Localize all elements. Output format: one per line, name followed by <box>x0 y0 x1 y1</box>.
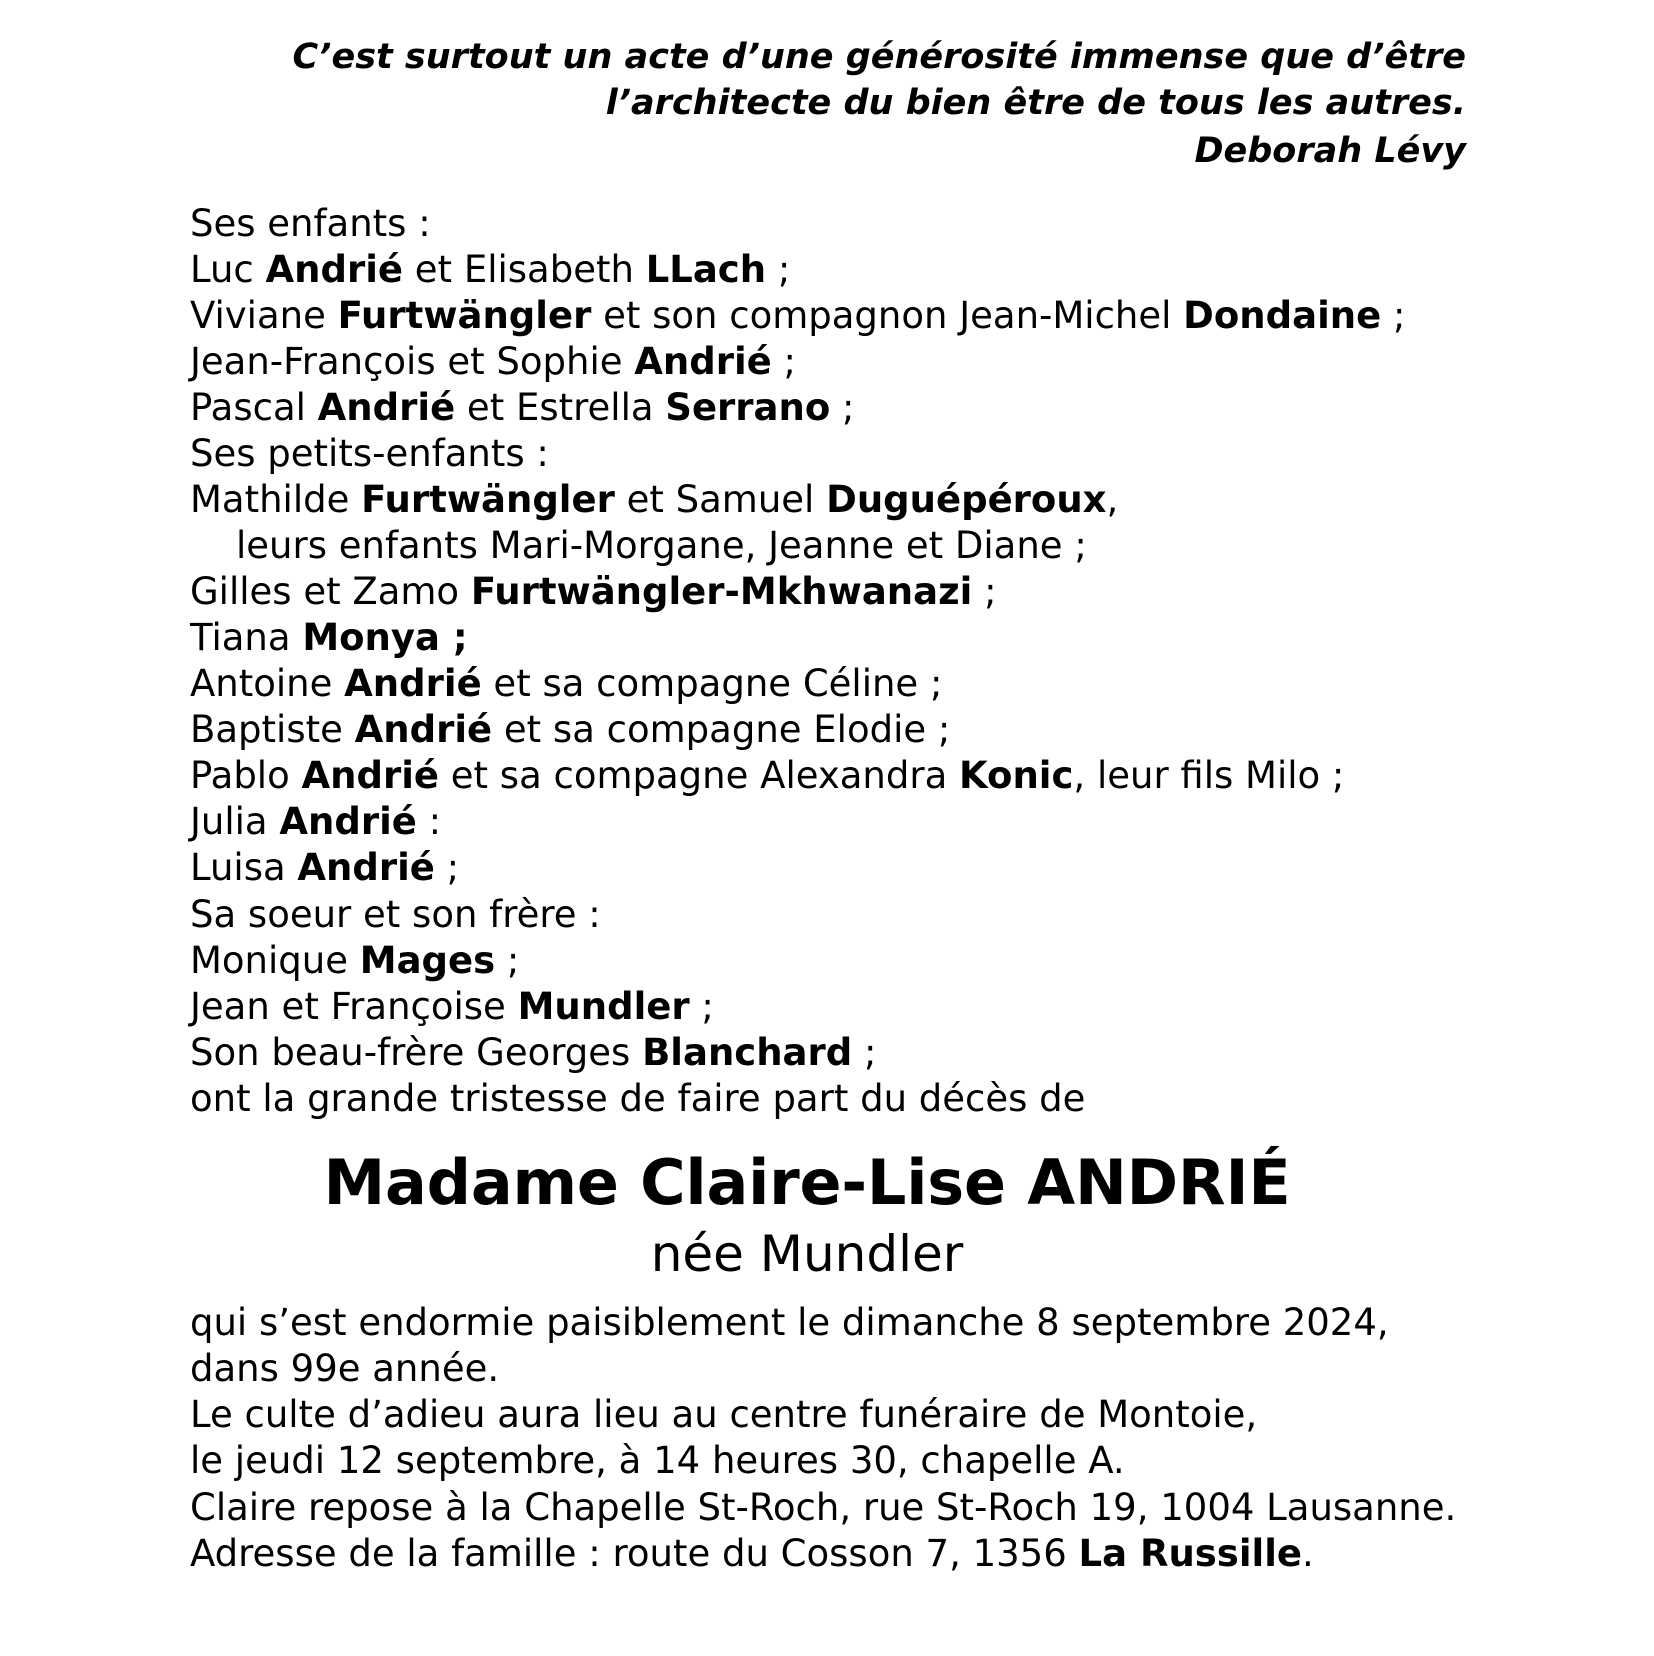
surname-text: Andrié <box>634 339 772 383</box>
deceased-name: Madame Claire-Lise ANDRIÉ <box>323 1145 1291 1219</box>
line-text: et Elisabeth <box>403 247 646 291</box>
line-text: ; <box>771 339 797 383</box>
line-text: Luc <box>190 247 266 291</box>
service-details <box>60 1300 1594 1576</box>
surname-text: Blanchard <box>642 1030 853 1074</box>
family-line <box>190 707 1594 753</box>
family-line <box>190 339 1594 385</box>
family-list <box>60 201 1594 1122</box>
family-line <box>190 615 1594 661</box>
line-text: ; <box>766 247 791 291</box>
surname-text: Andrié <box>344 662 482 706</box>
family-line <box>190 753 1594 799</box>
family-line <box>190 201 1594 247</box>
line-text: Sa soeur et son frère : <box>190 892 601 936</box>
detail-line <box>190 1300 1594 1346</box>
family-line <box>190 431 1594 477</box>
surname-text: La Russille <box>1078 1531 1302 1575</box>
family-line <box>190 892 1594 938</box>
line-text: Pascal <box>190 385 318 429</box>
family-line <box>190 569 1594 615</box>
line-text: ; <box>852 1030 877 1074</box>
detail-line <box>190 1531 1594 1577</box>
surname-text: Andrié <box>279 800 417 844</box>
line-text: Tiana <box>190 616 303 660</box>
line-text: Claire repose à la Chapelle St-Roch, rue St-Roch 19, 1004 Lausanne. <box>190 1485 1457 1529</box>
line-text: qui s’est endormie paisiblement le dimanche 8 septembre 2024, <box>190 1301 1389 1345</box>
detail-line <box>190 1485 1594 1531</box>
family-line <box>190 984 1594 1030</box>
line-text: Jean-François et Sophie <box>190 339 635 383</box>
surname-text: Dondaine <box>1183 293 1382 337</box>
line-text: , <box>1106 477 1119 521</box>
line-text: . <box>1301 1531 1314 1575</box>
line-text: Gilles et Zamo <box>190 570 471 614</box>
line-text: Adresse de la famille : route du Cosson 7, 1356 <box>190 1531 1079 1575</box>
line-text: Julia <box>190 800 280 844</box>
family-line <box>190 661 1594 707</box>
epigraph-quote: C’est surtout un acte d’une générosité immense que d’être l’architecte du bien être de tous les autres. <box>292 37 1466 124</box>
family-line <box>190 1030 1594 1076</box>
surname-text: Andrié <box>301 754 439 798</box>
line-text: Pablo <box>190 754 302 798</box>
family-line <box>190 938 1594 984</box>
line-text: Baptiste <box>190 708 355 752</box>
surname-text: Serrano <box>665 385 831 429</box>
line-text: et Estrella <box>455 385 666 429</box>
detail-line <box>190 1392 1594 1438</box>
line-text: Jean et Françoise <box>190 984 518 1028</box>
family-line <box>190 523 1594 569</box>
line-text: Monique <box>190 938 360 982</box>
surname-text: Andrié <box>317 385 456 429</box>
detail-line <box>190 1346 1594 1392</box>
surname-text: Mundler <box>517 984 690 1028</box>
family-line <box>190 247 1594 293</box>
surname-text: Furtwängler <box>361 477 615 521</box>
surname-text: Furtwängler-Mkhwanazi <box>470 570 973 614</box>
line-text: et sa compagne Elodie ; <box>492 708 951 752</box>
line-text: le jeudi 12 septembre, à 14 heures 30, chapelle A. <box>190 1439 1125 1483</box>
line-text: Luisa <box>190 846 298 890</box>
deceased-name-block <box>60 1145 1594 1284</box>
line-text: : <box>416 800 442 844</box>
line-text: Le culte d’adieu aura lieu au centre funéraire de Montoie, <box>190 1393 1258 1437</box>
surname-text: Andrié <box>297 846 435 890</box>
line-text: ont la grande tristesse de faire part du décès de <box>190 1076 1086 1120</box>
surname-text: Furtwängler <box>337 293 592 337</box>
line-text: ; <box>972 570 997 614</box>
line-text: ; <box>830 385 855 429</box>
line-text: et sa compagne Céline ; <box>481 662 943 706</box>
surname-text: Mages <box>359 938 496 982</box>
deceased-maiden-name: née Mundler <box>650 1225 964 1284</box>
line-text: Mathilde <box>190 477 362 521</box>
family-line <box>190 385 1594 431</box>
line-text: leurs enfants Mari-Morgane, Jeanne et Diane ; <box>236 524 1087 567</box>
line-text: ; <box>1381 293 1406 337</box>
line-text: ; <box>689 984 714 1028</box>
surname-text: Konic <box>959 754 1074 798</box>
family-line <box>190 799 1594 845</box>
line-text: Viviane <box>190 293 338 337</box>
surname-text: Andrié <box>265 247 404 291</box>
family-line <box>190 293 1594 339</box>
line-text: Ses petits-enfants : <box>190 431 549 475</box>
line-text: ; <box>495 938 520 982</box>
line-text: et sa compagne Alexandra <box>439 754 960 798</box>
line-text: et son compagnon Jean-Michel <box>591 293 1184 337</box>
line-text: , leur fils Milo ; <box>1073 754 1345 798</box>
line-text: ; <box>434 846 460 890</box>
family-line <box>190 1076 1594 1122</box>
surname-text: Duguépéroux <box>826 477 1107 521</box>
surname-text: LLach <box>645 247 767 291</box>
epigraph-author: Deborah Lévy <box>1194 131 1466 172</box>
line-text: Ses enfants : <box>190 201 431 245</box>
family-line <box>190 477 1594 523</box>
line-text: Son beau-frère Georges <box>190 1030 643 1074</box>
detail-line <box>190 1438 1594 1484</box>
surname-text: Monya ; <box>302 616 468 660</box>
family-line <box>190 845 1594 891</box>
surname-text: Andrié <box>354 708 493 752</box>
line-text: et Samuel <box>614 477 827 521</box>
line-text: Antoine <box>190 662 345 706</box>
line-text: dans 99e année. <box>190 1347 500 1391</box>
